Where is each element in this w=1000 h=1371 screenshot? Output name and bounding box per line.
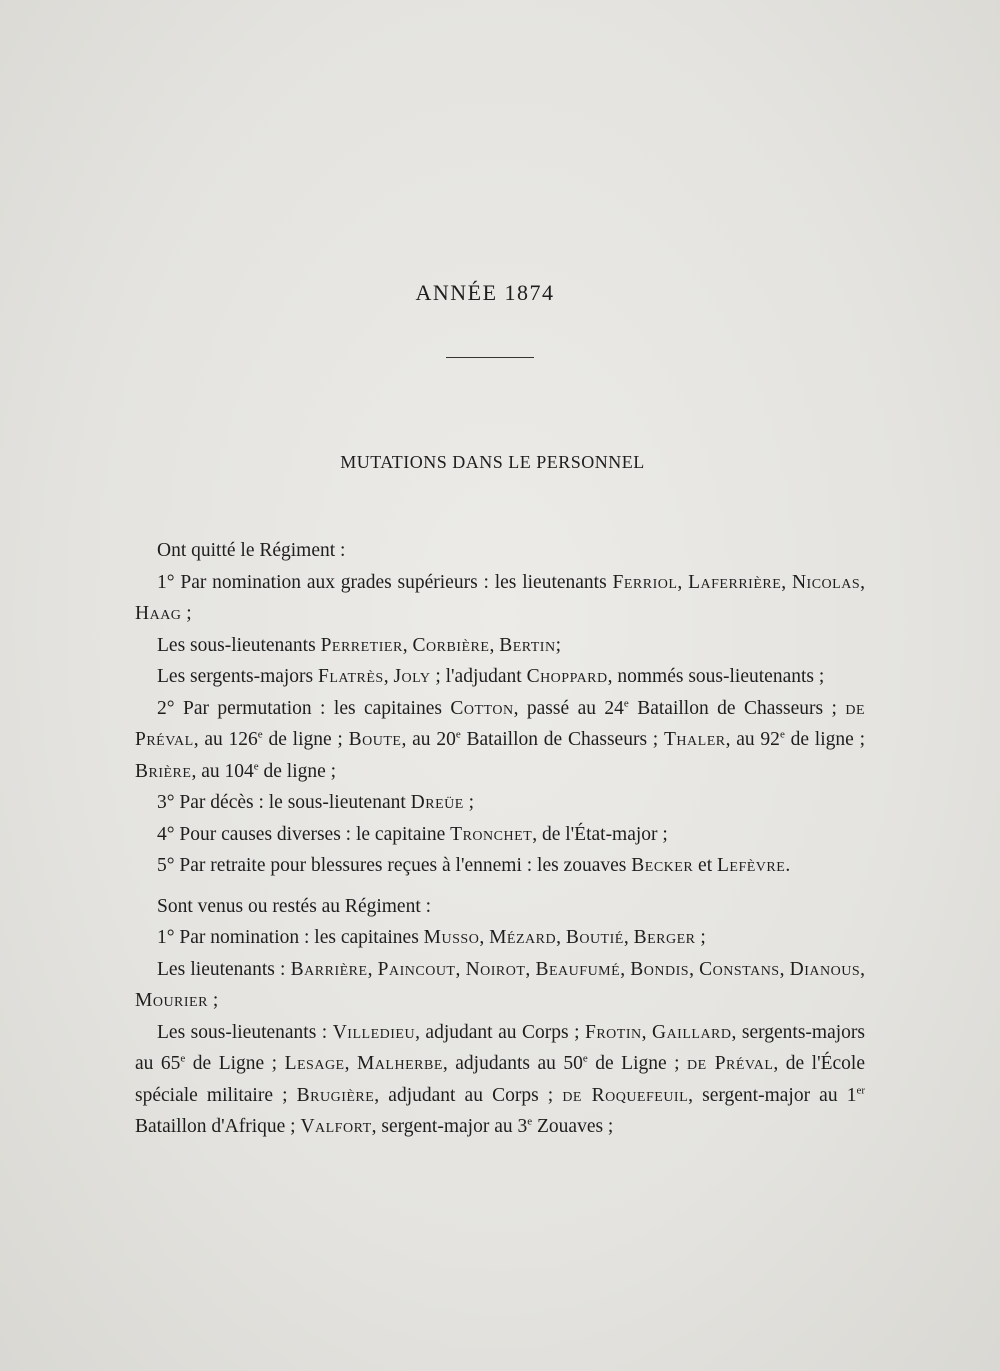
person-name: Paincout (377, 958, 456, 980)
superscript: e (779, 728, 785, 741)
person-name: Haag (135, 603, 182, 624)
person-name: Thaler (664, 729, 726, 750)
text-run: , adjudant au Corps ; (415, 1021, 585, 1043)
text-run: , nommés sous-lieutenants ; (607, 666, 825, 687)
person-name: Lesage (284, 1053, 345, 1074)
person-name: Mourier (135, 990, 208, 1011)
person-name: Constans (699, 958, 780, 980)
person-name: Cotton (450, 697, 514, 719)
text-run: Bataillon de Chasseurs ; (460, 729, 665, 750)
text-run: ; (555, 634, 562, 656)
text-run: , (689, 958, 700, 980)
person-name: Beaufumé (535, 958, 621, 980)
person-name: Boutié (565, 927, 624, 948)
text-run: ; (207, 990, 219, 1011)
text-run: ; (181, 603, 192, 624)
text-run: , (860, 958, 866, 980)
text-run: 3° Par décès : le sous-lieutenant (157, 792, 411, 813)
title-divider (446, 357, 534, 358)
text-run: Les lieutenants : (157, 958, 291, 980)
text-run: Zouaves ; (532, 1116, 614, 1137)
person-name: Dreüe (410, 792, 464, 813)
superscript: e (623, 697, 629, 709)
superscript: e (253, 760, 259, 772)
text-run: , (383, 666, 394, 687)
text-run: Bataillon d'Afrique ; (135, 1116, 301, 1137)
person-name: Choppard (526, 666, 608, 687)
paragraph-capitaines (135, 922, 865, 954)
text-run: , adjudants au 50 (442, 1053, 583, 1074)
text-run: , sergent-major au 1 (688, 1084, 857, 1106)
person-name: Bondis (630, 958, 690, 980)
person-name: Musso (423, 927, 480, 948)
document-body (135, 535, 865, 1143)
person-name: Noirot (465, 958, 526, 980)
person-name: Flatrès (318, 666, 384, 687)
text-run: ; l'adjudant (430, 666, 527, 687)
text-run: de Ligne ; (587, 1053, 688, 1074)
text-run: , de l'État-major ; (532, 823, 668, 845)
text-run: , (479, 927, 490, 948)
text-run: 1° Par nomination aux grades supérieurs : les lieutenants (157, 571, 613, 593)
text-run: , (781, 571, 792, 593)
paragraph-promotions (135, 567, 865, 630)
paragraph-new-sous-lieutenants (135, 1017, 865, 1143)
text-run: , (677, 571, 689, 593)
person-name: Valfort (300, 1116, 372, 1137)
text-run: , au 126 (193, 729, 258, 750)
text-run: , (556, 927, 566, 948)
text-run: de ligne ; (262, 729, 349, 750)
person-name: Brugière (296, 1084, 375, 1106)
person-name: de Préval (135, 697, 865, 750)
text-run: Les sergents-majors (157, 666, 319, 687)
superscript: e (582, 1052, 588, 1065)
text-run: de ligne ; (784, 729, 865, 750)
text-run: , au 92 (725, 729, 780, 750)
paragraph-joined-regiment: Sont venus ou restés au Régiment : (157, 895, 432, 917)
paragraph-retraite (135, 850, 865, 882)
year-title: ANNÉE 1874 (415, 280, 555, 305)
paragraph-sous-lieutenants (135, 630, 865, 662)
person-name: Bertin (499, 634, 556, 656)
person-name: Ferriol (612, 571, 678, 593)
text-run: , (344, 1053, 357, 1074)
paragraph-sergents-majors (135, 661, 865, 693)
superscript: e (257, 728, 263, 741)
text-run: 5° Par retraite pour blessures reçues à l'ennemi : les zouaves (157, 855, 632, 876)
text-run: de ligne ; (258, 760, 337, 782)
text-run: , adjudant au Corps ; (374, 1084, 563, 1106)
text-run: , (455, 958, 466, 980)
text-run: , de l'École spéciale militaire ; (135, 1053, 865, 1106)
person-name: de Préval (687, 1053, 774, 1074)
person-name: Becker (631, 855, 694, 876)
paragraph-lieutenants (135, 954, 865, 1017)
text-run: 4° Pour causes diverses : le capitaine (157, 823, 451, 845)
person-name: Berger (633, 927, 696, 948)
text-run: de Ligne ; (185, 1053, 285, 1074)
paragraph-causes-diverses (135, 819, 865, 851)
text-run: ; (695, 927, 706, 948)
text-run: , au 20 (401, 729, 456, 750)
text-run: , (402, 634, 413, 656)
text-run: Bataillon de Chasseurs ; (628, 697, 846, 719)
text-run: 1° Par nomination : les capitaines (157, 927, 424, 948)
person-name: Villedieu (332, 1021, 416, 1043)
paragraph-permutation (135, 693, 865, 788)
person-name: Tronchet (450, 823, 533, 845)
person-name: de Roquefeuil (562, 1084, 689, 1106)
text-run: , (367, 958, 378, 980)
text-run: , au 104 (191, 760, 254, 782)
text-run: , passé au 24 (513, 697, 624, 719)
person-name: Dianous (789, 958, 861, 980)
person-name: Laferrière (688, 571, 782, 593)
person-name: Perretier (320, 634, 403, 656)
text-run: et (693, 855, 717, 876)
person-name: Brière (135, 760, 192, 782)
superscript: e (180, 1052, 186, 1065)
text-run: , (860, 571, 865, 593)
text-run: ; (463, 792, 475, 813)
bleed-through-text (175, 180, 835, 294)
text-run: , (623, 927, 634, 948)
text-run: , (525, 958, 536, 980)
text-run: , sergents-majors au 65 (135, 1021, 866, 1074)
superscript: e (527, 1115, 533, 1128)
person-name: Corbière (412, 634, 490, 656)
text-run: , (620, 958, 631, 980)
text-run: , (779, 958, 790, 980)
text-run: , (489, 634, 500, 656)
person-name: Gaillard (651, 1021, 732, 1043)
person-name: Malherbe (356, 1053, 443, 1074)
person-name: Joly (393, 666, 431, 687)
text-run: 2° Par permutation : les capitaines (157, 697, 451, 719)
text-run: . (785, 855, 791, 876)
person-name: Lefèvre (717, 855, 786, 876)
paragraph-left-regiment: Ont quitté le Régiment : (157, 540, 346, 561)
person-name: Frotin (584, 1021, 642, 1043)
text-run: Les sous-lieutenants : (157, 1021, 333, 1043)
text-run: , sergent-major au 3 (371, 1116, 528, 1137)
person-name: Nicolas (791, 571, 861, 593)
section-title: MUTATIONS DANS LE PERSONNEL (340, 452, 645, 472)
text-run: , (641, 1021, 652, 1043)
person-name: Mézard (489, 927, 557, 948)
paragraph-deces (135, 787, 865, 819)
person-name: Boute (348, 729, 402, 750)
superscript: er (856, 1084, 865, 1096)
superscript: e (455, 728, 461, 741)
person-name: Barrière (290, 958, 368, 980)
text-run: Les sous-lieutenants (157, 634, 321, 656)
